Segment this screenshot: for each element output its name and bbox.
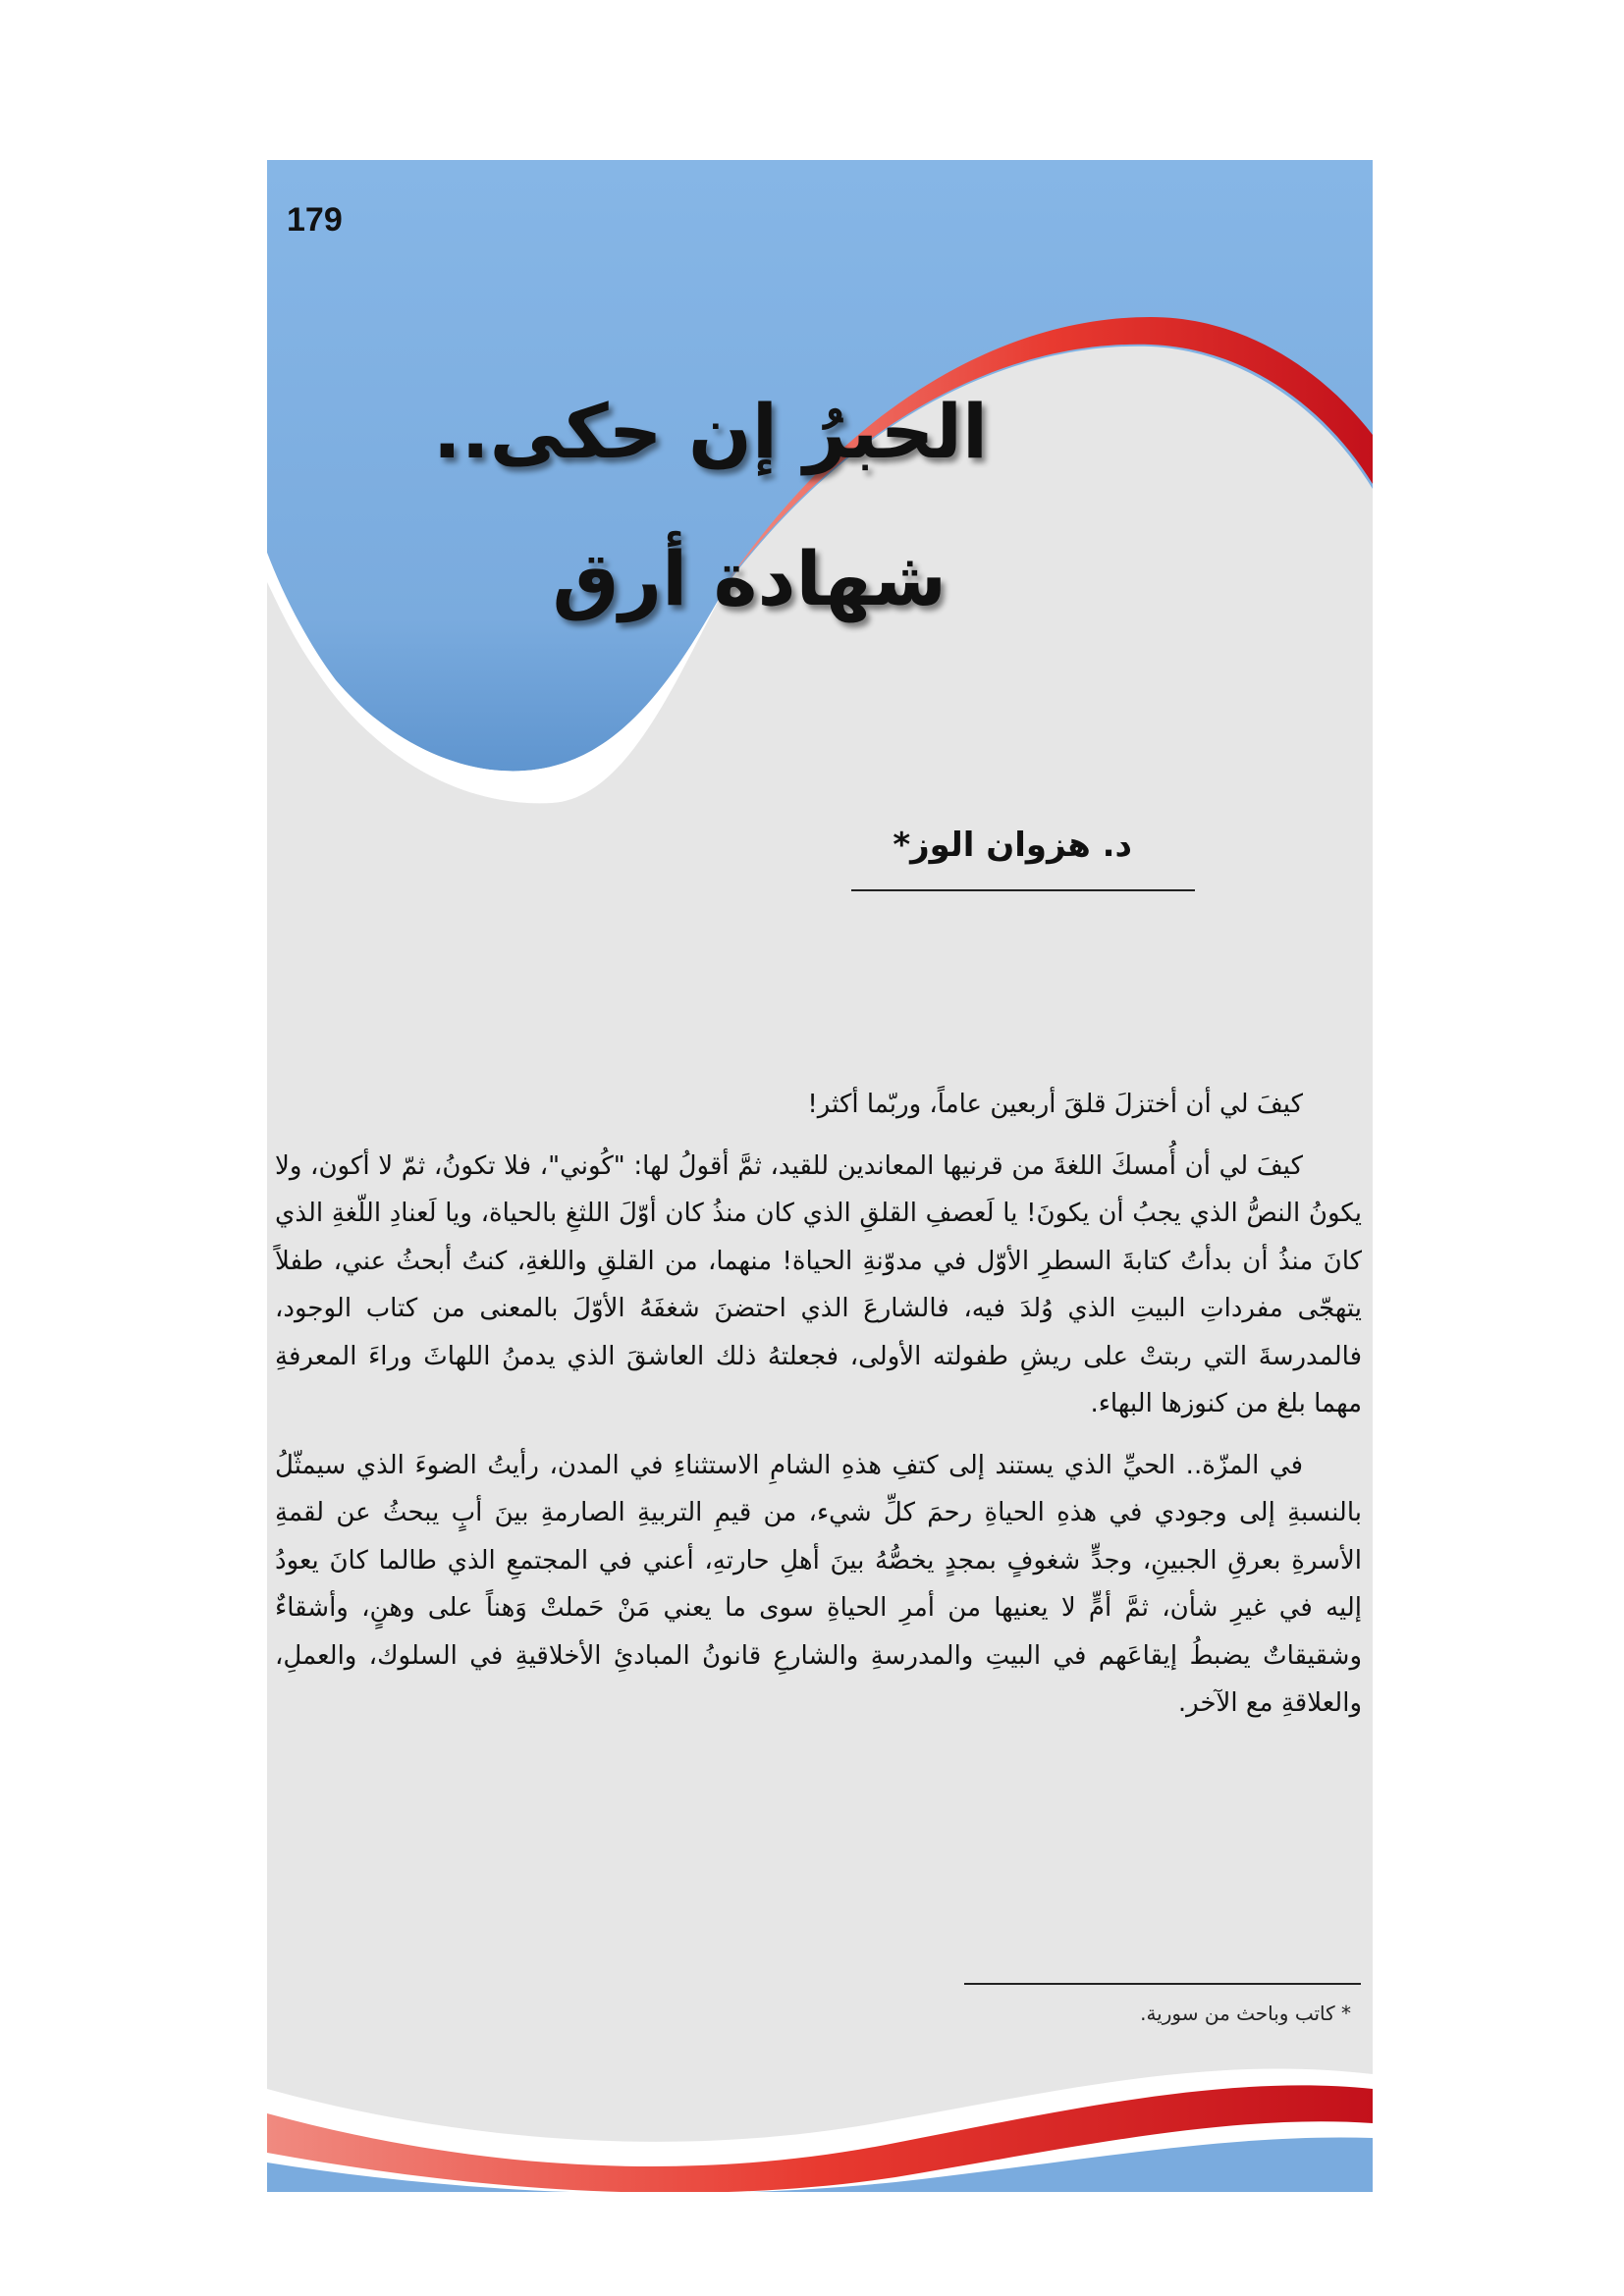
footnote-separator (964, 1983, 1361, 1985)
page-number: 179 (287, 201, 343, 239)
author-name: د. هزوان الوز* (893, 826, 1132, 865)
title-line-1: الحبرُ إن حكى.. (432, 388, 988, 475)
article-body (275, 1081, 1362, 1741)
title-line-2: شهادة أرق (552, 535, 947, 622)
author-underline (851, 889, 1195, 891)
paragraph: كيفَ لي أن أُمسكَ اللغةَ من قرنيها المعاندين للقيد، ثمَّ أقولُ لها: "كُوني"، فلا تكونُ، ثمّ لا أكون، ولا يكونُ النصُّ الذي يجبُ أن يكونَ! يا لَعصفِ القلقِ الذي كان منذُ كان أوّلَ اللثغِ بالحياة، ويا لَعنادِ اللّغةِ الذي كانَ منذُ أن بدأتُ كتابةَ السطرِ الأوّل في مدوّنةِ الحياة! منهما، من القلقِ واللغةِ، كنتُ أبحثُ عني، طفلاً يتهجّى مفرداتِ البيتِ الذي وُلدَ فيه، فالشارعَ الذي احتضنَ شغفَهُ الأوّلَ بالمعنى من كتاب الوجود، فالمدرسةَ التي ربتتْ على ريشِ طفولته الأولى، فجعلتهُ ذلك العاشقَ الذي يدمنُ اللهاثَ وراءَ المعرفةِ مهما بلغ من كنوزها البهاء. (275, 1150, 1362, 1418)
paragraph: في المزّة.. الحيِّ الذي يستند إلى كتفِ هذهِ الشامِ الاستثناءِ في المدن، رأيتُ الضوءَ الذي سيمثّلُ بالنسبةِ إلى وجودي في هذهِ الحياةِ رحمَ كلِّ شيء، من قيمِ التربيةِ الصارمةِ بينَ أبٍ يبحثُ عن لقمةِ الأسرةِ بعرقِ الجبينِ، وجدٍّ شغوفٍ بمجدٍ يخصُّهُ بينَ أهلِ حارتهِ، أعني في المجتمعِ الذي طالما كانَ يعودُ إليه في غيرِ شأن، ثمَّ أمٍّ لا يعنيها من أمرِ الحياةِ سوى ما يعني مَنْ حَملتْ وَهناً على وهنٍ، وأشقاءٌ وشقيقاتٌ يضبطُ إيقاعَهم في البيتِ والمدرسةِ والشارعِ قانونُ المبادئِ الأخلاقيةِ في السلوك، والعملِ، والعلاقةِ مع الآخر. (275, 1450, 1362, 1718)
page (267, 160, 1373, 2192)
paragraph: كيفَ لي أن أختزلَ قلقَ أربعين عاماً، وربّما أكثر! (807, 1090, 1303, 1119)
footnote: * كاتب وباحث من سورية. (1140, 2002, 1351, 2025)
